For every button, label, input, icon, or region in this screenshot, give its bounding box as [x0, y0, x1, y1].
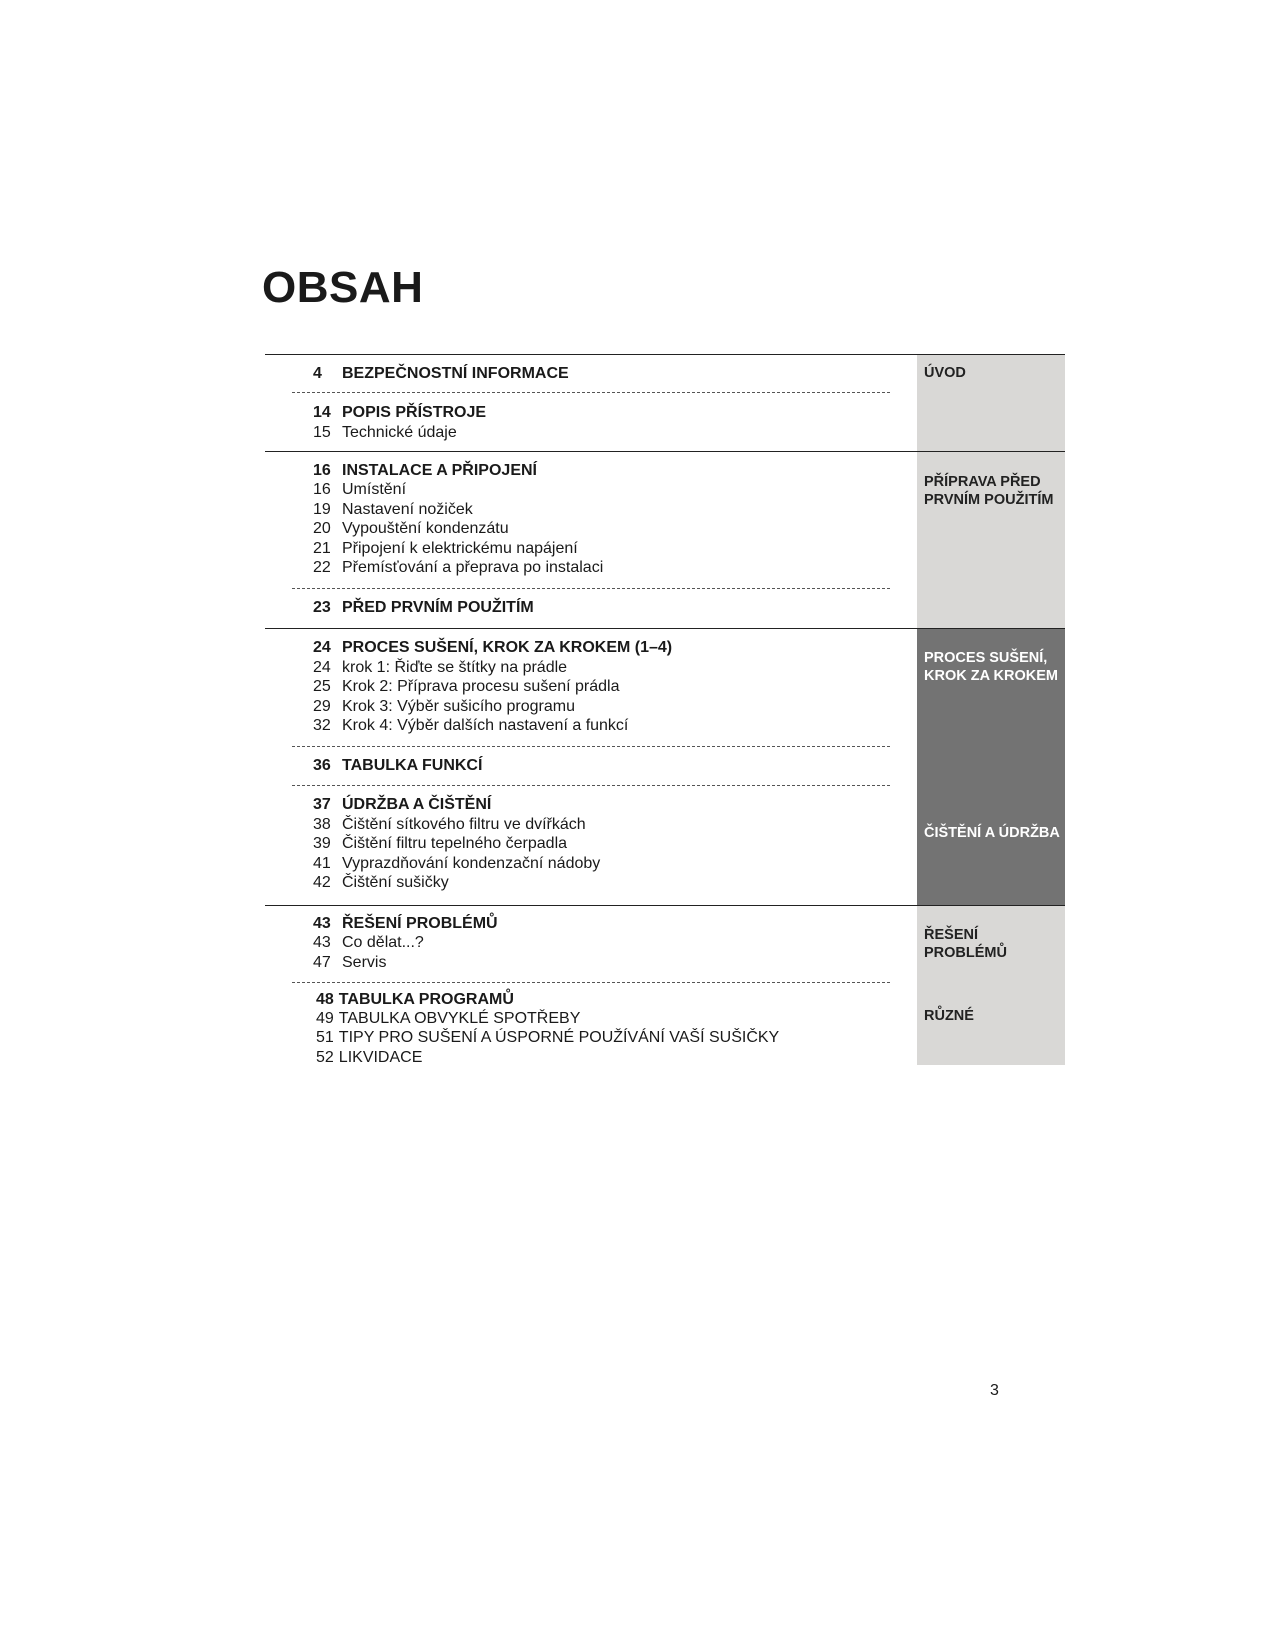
toc-entry[interactable] [313, 423, 457, 443]
toc-entry[interactable] [313, 539, 578, 559]
toc-entry[interactable] [313, 677, 619, 697]
page-title: OBSAH [262, 263, 424, 312]
sidebar-label-reseni: ŘEŠENÍ PROBLÉMŮ [924, 927, 1007, 961]
toc-entry-title: TIPY PRO SUŠENÍ A ÚSPORNÉ POUŽÍVÁNÍ VAŠÍ SUŠIČKY [338, 1029, 780, 1046]
toc-entry-page: 51 [316, 1029, 334, 1046]
toc-entry-title: Krok 2: Příprava procesu sušení prádla [342, 678, 620, 695]
toc-entry[interactable] [313, 598, 534, 618]
toc-entry-title: PŘED PRVNÍM POUŽITÍM [342, 599, 534, 616]
toc-entry-title: Krok 3: Výběr sušicího programu [342, 698, 575, 715]
toc-entry[interactable] [313, 403, 486, 423]
toc-entry-title: TABULKA FUNKCÍ [342, 757, 483, 774]
toc-entry[interactable] [313, 815, 586, 835]
toc-entry[interactable] [313, 519, 509, 539]
sidebar-label-priprava: PŘÍPRAVA PŘED PRVNÍM POUŽITÍM [924, 474, 1054, 508]
toc-entry-page: 38 [313, 816, 331, 833]
toc-entry-page: 14 [313, 404, 331, 421]
toc-entry-page: 52 [316, 1049, 334, 1066]
toc-entry[interactable] [316, 1048, 422, 1068]
sidebar-label-cisteni: ČIŠTĚNÍ A ÚDRŽBA [924, 825, 1060, 841]
toc-entry[interactable] [313, 953, 386, 973]
toc-entry-page: 37 [313, 796, 331, 813]
toc-entry-title: Připojení k elektrickému napájení [342, 540, 578, 557]
toc-entry-page: 49 [316, 1010, 334, 1027]
toc-entry-page: 43 [313, 934, 331, 951]
toc-entry-page: 42 [313, 874, 331, 891]
toc-entry-title: Čištění sušičky [342, 874, 449, 891]
toc-entry-title: LIKVIDACE [338, 1049, 423, 1066]
toc-entry[interactable] [313, 756, 482, 776]
page-number: 3 [990, 1382, 999, 1399]
toc-entry-page: 23 [313, 599, 331, 616]
toc-entry[interactable] [313, 364, 569, 384]
toc-entry-title: INSTALACE A PŘIPOJENÍ [342, 462, 537, 479]
dashed-divider [292, 588, 890, 589]
toc-entry-page: 41 [313, 855, 331, 872]
toc-entry-title: Čištění filtru tepelného čerpadla [342, 835, 568, 852]
toc-entry-page: 24 [313, 639, 331, 656]
toc-entry[interactable] [313, 873, 449, 893]
toc-entry[interactable] [313, 558, 603, 578]
toc-entry-title: Nastavení nožiček [342, 501, 473, 518]
toc-entry-page: 32 [313, 717, 331, 734]
toc-entry-page: 39 [313, 835, 331, 852]
toc-entry[interactable] [313, 500, 473, 520]
toc-entry-title: Co dělat...? [342, 934, 424, 951]
dashed-divider [292, 392, 890, 393]
toc-entry-title: krok 1: Řiďte se štítky na prádle [342, 659, 568, 676]
toc-entry-page: 21 [313, 540, 331, 557]
toc-entry[interactable] [313, 716, 628, 736]
toc-entry[interactable] [313, 697, 575, 717]
dashed-divider [292, 746, 890, 747]
toc-entry-title: Technické údaje [342, 424, 457, 441]
toc-entry-page: 22 [313, 559, 331, 576]
toc-entry-title: Přemísťování a přeprava po instalaci [342, 559, 604, 576]
toc-entry-title: Čištění sítkového filtru ve dvířkách [342, 816, 586, 833]
toc-entry[interactable] [313, 854, 600, 874]
dashed-divider [292, 982, 890, 983]
toc-entry-page: 43 [313, 915, 331, 932]
table-of-contents [265, 354, 1065, 1074]
sidebar-label-uvod: ÚVOD [924, 365, 966, 381]
toc-entry[interactable] [313, 795, 491, 815]
toc-entry-title: Servis [342, 954, 387, 971]
toc-entry-title: ŘEŠENÍ PROBLÉMŮ [342, 915, 498, 932]
toc-entry-title: Krok 4: Výběr dalších nastavení a funkcí [342, 717, 629, 734]
toc-entry-page: 20 [313, 520, 331, 537]
toc-entry-title: PROCES SUŠENÍ, KROK ZA KROKEM (1–4) [342, 639, 673, 656]
toc-entry[interactable] [313, 461, 537, 481]
toc-entry-title: BEZPEČNOSTNÍ INFORMACE [342, 365, 569, 382]
toc-entry-page: 36 [313, 757, 331, 774]
toc-entry[interactable] [313, 480, 406, 500]
sidebar-label-proces: PROCES SUŠENÍ, KROK ZA KROKEM [924, 650, 1058, 684]
toc-entry-page: 29 [313, 698, 331, 715]
toc-entry-page: 47 [313, 954, 331, 971]
section-rule [265, 354, 1065, 355]
sidebar-label-ruzne: RŮZNÉ [924, 1008, 974, 1024]
toc-entry[interactable] [313, 834, 567, 854]
toc-entry-title: TABULKA PROGRAMŮ [338, 991, 514, 1008]
toc-entry-page: 4 [313, 365, 322, 382]
section-rule [265, 628, 1065, 629]
dashed-divider [292, 785, 890, 786]
toc-entry-title: Vypouštění kondenzátu [342, 520, 509, 537]
toc-entry-title: Vyprazdňování kondenzační nádoby [342, 855, 601, 872]
toc-entry[interactable] [313, 933, 424, 953]
toc-entry-title: Umístění [342, 481, 407, 498]
section-rule [265, 451, 1065, 452]
toc-entry-page: 25 [313, 678, 331, 695]
toc-entry-page: 19 [313, 501, 331, 518]
toc-entry-page: 24 [313, 659, 331, 676]
toc-entry[interactable] [313, 658, 567, 678]
toc-entry-title: POPIS PŘÍSTROJE [342, 404, 487, 421]
toc-entry-page: 16 [313, 462, 331, 479]
toc-entry-page: 16 [313, 481, 331, 498]
toc-entry[interactable] [313, 638, 672, 658]
toc-entry-page: 48 [316, 991, 334, 1008]
section-rule [265, 905, 1065, 906]
toc-entry[interactable] [313, 914, 498, 934]
toc-entry-page: 15 [313, 424, 331, 441]
toc-entry[interactable] [316, 1009, 580, 1029]
toc-entry[interactable] [316, 1028, 779, 1048]
toc-entry-title: ÚDRŽBA A ČIŠTĚNÍ [342, 796, 492, 813]
toc-entry[interactable] [316, 990, 514, 1010]
toc-entry-title: TABULKA OBVYKLÉ SPOTŘEBY [338, 1010, 581, 1027]
